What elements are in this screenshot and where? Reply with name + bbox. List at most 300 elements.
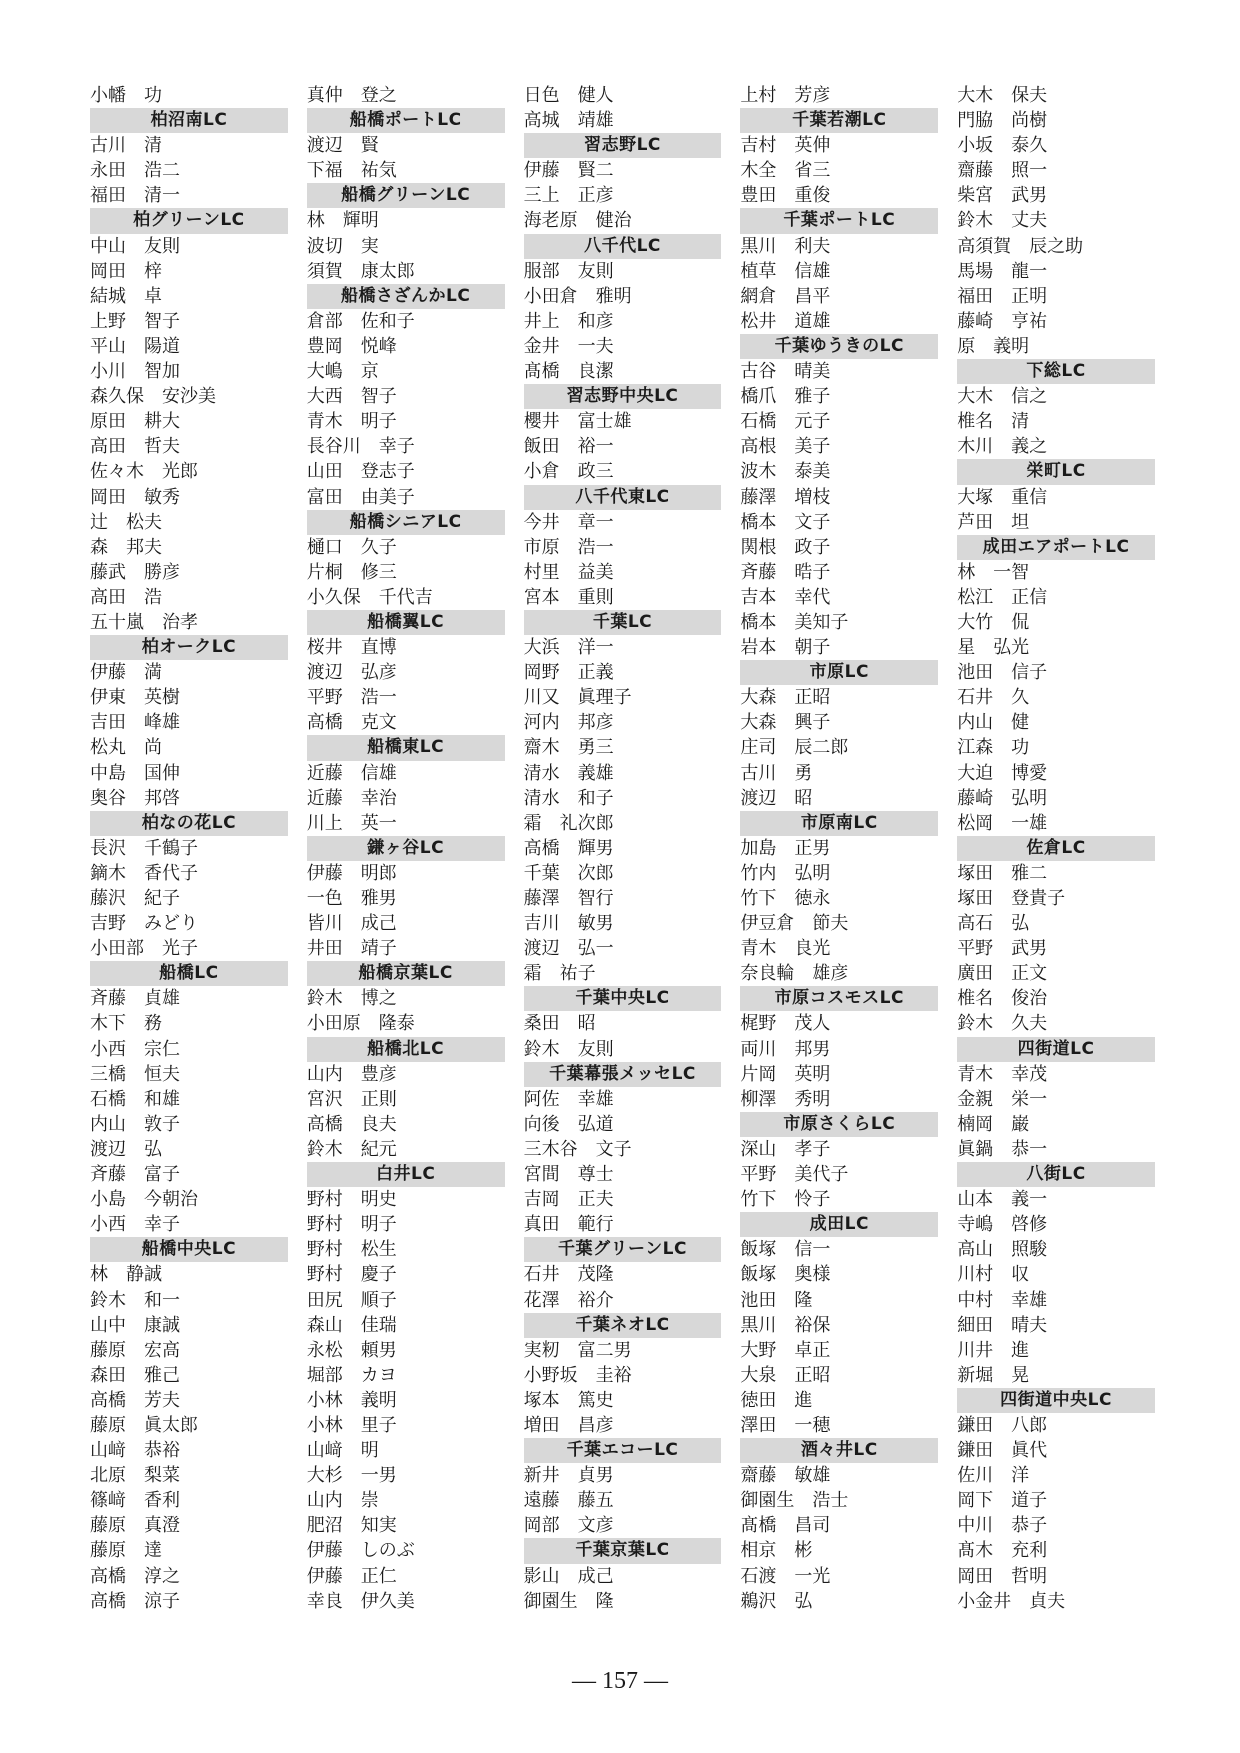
member-name: 高橋 芳夫: [90, 1389, 180, 1411]
column-1: [90, 83, 288, 1623]
member-name: 鈴木 和一: [90, 1289, 180, 1311]
member-name: 実籾 富二男: [523, 1339, 632, 1361]
member-name: 齋藤 照一: [957, 160, 1048, 182]
member-name: 澤田 一穂: [740, 1414, 831, 1436]
member-name: 関根 政子: [740, 536, 831, 558]
club-heading: 成田エアポートLC: [957, 535, 1155, 560]
member-name: 梶野 茂人: [740, 1013, 831, 1035]
member-name: 吉村 英伸: [740, 135, 831, 157]
member-name: 小西 幸子: [90, 1214, 180, 1236]
member-name: 近藤 幸治: [306, 787, 397, 809]
member-name: 松井 道雄: [740, 310, 831, 332]
member-name: 柴宮 武男: [957, 185, 1048, 207]
member-name: 池田 信子: [957, 662, 1048, 684]
member-name: 金親 栄一: [957, 1088, 1048, 1110]
member-name: 波切 実: [306, 235, 379, 257]
member-name: 豊田 重俊: [740, 185, 831, 207]
member-name: 細田 晴夫: [957, 1314, 1048, 1336]
member-name: 門脇 尚樹: [957, 110, 1048, 132]
member-name: 山本 義一: [957, 1189, 1048, 1211]
member-name: 内山 敦子: [90, 1113, 180, 1135]
member-name: 岩本 朝子: [740, 637, 831, 659]
member-name: 霜 礼次郎: [523, 812, 614, 834]
member-name: 藤澤 智行: [523, 888, 614, 909]
member-name: 橋爪 雅子: [740, 386, 831, 408]
member-name: 渡辺 弘: [90, 1138, 162, 1160]
member-name: 真仲 登之: [306, 85, 397, 106]
member-name: 原田 耕大: [90, 411, 180, 433]
club-heading: 八千代東LC: [524, 485, 722, 510]
member-name: 青木 明子: [306, 411, 397, 433]
club-heading: 船橋東LC: [307, 735, 505, 760]
member-name: 川上 英一: [306, 812, 397, 834]
member-name: 新堀 晃: [957, 1364, 1030, 1386]
member-name: 斉藤 貞雄: [90, 988, 180, 1010]
member-name: 小田部 光子: [90, 938, 198, 960]
member-name: 寺嶋 啓修: [957, 1214, 1048, 1236]
member-name: 塚田 登貴子: [957, 888, 1066, 909]
member-name: 佐川 洋: [957, 1465, 1030, 1487]
club-heading: 柏グリーンLC: [90, 208, 288, 233]
member-name: 小倉 政三: [523, 461, 614, 483]
member-name: 一色 雅男: [306, 888, 397, 909]
member-name: 渡辺 弘彦: [306, 662, 397, 684]
member-name: 高橋 涼子: [90, 1590, 180, 1612]
member-name: 小林 義明: [306, 1389, 397, 1411]
page-number: — 157 —: [572, 1668, 668, 1694]
club-heading: 千葉グリーンLC: [524, 1237, 722, 1262]
member-name: 皆川 成己: [306, 913, 397, 935]
member-name: 林 静誠: [90, 1264, 162, 1286]
member-name: 平野 浩一: [306, 687, 397, 709]
member-name: 木下 務: [90, 1013, 162, 1035]
member-name: 肥沼 知実: [306, 1515, 397, 1537]
member-name: 伊藤 賢二: [523, 160, 614, 182]
member-name: 池田 隆: [740, 1289, 813, 1311]
member-name: 鎌田 八郎: [957, 1414, 1048, 1436]
member-name: 長沢 千鶴子: [90, 837, 198, 859]
member-name: 齋藤 敏雄: [740, 1465, 831, 1487]
member-name: 森久保 安沙美: [90, 386, 216, 408]
club-heading: 船橋LC: [90, 961, 288, 986]
member-name: 吉川 敏男: [523, 913, 614, 935]
member-name: 石渡 一光: [740, 1565, 831, 1587]
member-name: 高根 美子: [740, 436, 831, 458]
column-2: [307, 83, 505, 1623]
member-name: 鵜沢 弘: [740, 1590, 813, 1612]
member-name: 小金井 貞夫: [957, 1590, 1066, 1612]
member-name: 斉藤 富子: [90, 1164, 180, 1186]
member-name: 野村 明子: [306, 1214, 397, 1236]
member-name: 辻 松夫: [90, 511, 162, 533]
member-name: 小田原 隆泰: [306, 1013, 415, 1035]
member-name: 北原 梨菜: [90, 1465, 180, 1487]
member-name: 御園生 隆: [523, 1590, 614, 1612]
member-name: 服部 友則: [523, 260, 614, 282]
column-4: [740, 83, 938, 1623]
member-name: 下福 祐気: [306, 160, 397, 182]
member-name: 山内 崇: [306, 1490, 379, 1512]
club-heading: 柏オークLC: [90, 635, 288, 660]
member-name: 古谷 晴美: [740, 361, 831, 383]
club-heading: 千葉幕張メッセLC: [524, 1062, 722, 1087]
member-name: 黒川 利夫: [740, 235, 831, 257]
member-name: 椎名 俊治: [957, 988, 1048, 1010]
member-name: 櫻井 富士雄: [523, 411, 632, 433]
member-name: 鈴木 友則: [523, 1038, 614, 1060]
member-name: 中山 友則: [90, 235, 180, 257]
member-name: 川村 収: [957, 1264, 1030, 1286]
member-name: 山田 登志子: [306, 461, 415, 483]
member-name: 藤崎 弘明: [957, 787, 1048, 809]
member-name: 村里 益美: [523, 561, 614, 583]
member-name: 小幡 功: [90, 85, 162, 106]
club-heading: 船橋さざんかLC: [307, 284, 505, 309]
member-name: 影山 成己: [523, 1565, 614, 1587]
member-name: 佐々木 光郎: [90, 461, 198, 483]
member-name: 大野 卓正: [740, 1339, 831, 1361]
member-name: 高橋 輝男: [523, 837, 614, 859]
member-name: 高石 弘: [957, 913, 1030, 935]
member-name: 江森 功: [957, 737, 1030, 759]
member-name: 岡田 梓: [90, 260, 162, 282]
member-name: 伊藤 満: [90, 662, 162, 684]
member-name: 片岡 英明: [740, 1063, 831, 1085]
member-name: 高須賀 辰之助: [957, 235, 1084, 257]
member-name: 鈴木 紀元: [306, 1138, 397, 1160]
member-name: 長谷川 幸子: [306, 436, 415, 458]
member-name: 宮沢 正則: [306, 1088, 397, 1110]
member-name: 清水 義雄: [523, 762, 614, 784]
member-name: 飯塚 信一: [740, 1239, 831, 1261]
club-heading: 船橋中央LC: [90, 1237, 288, 1262]
member-name: 奥谷 邦啓: [90, 787, 180, 809]
member-name: 岡部 文彦: [523, 1515, 614, 1537]
member-name: 林 一智: [957, 561, 1030, 583]
member-name: 花澤 裕介: [523, 1289, 614, 1311]
member-name: 藤原 眞太郎: [90, 1414, 198, 1436]
member-name: 飯塚 奥様: [740, 1264, 831, 1286]
club-heading: 習志野中央LC: [524, 384, 722, 409]
member-name: 吉岡 正夫: [523, 1189, 614, 1211]
member-name: 山中 康誠: [90, 1314, 180, 1336]
member-name: 倉部 佐和子: [306, 310, 415, 332]
club-heading: 船橋翼LC: [307, 610, 505, 635]
member-name: 小川 智加: [90, 361, 180, 383]
member-name: 高山 照駿: [957, 1239, 1048, 1261]
member-name: 三橋 恒夫: [90, 1063, 180, 1085]
member-name: 網倉 昌平: [740, 285, 831, 307]
member-name: 渡辺 賢: [306, 135, 379, 157]
member-name: 霜 祐子: [523, 963, 596, 985]
member-name: 髙橋 昌司: [740, 1515, 831, 1537]
member-name: 竹下 徳永: [740, 888, 831, 909]
club-heading: 船橋京葉LC: [307, 961, 505, 986]
member-name: 海老原 健治: [523, 210, 632, 232]
member-name: 鎌田 眞代: [957, 1440, 1048, 1462]
member-name: 新井 貞男: [523, 1465, 614, 1487]
member-name: 井上 和彦: [523, 310, 614, 332]
club-heading: 千葉LC: [524, 610, 722, 635]
member-name: 高橋 良夫: [306, 1113, 397, 1135]
club-heading: 市原コスモスLC: [740, 986, 938, 1011]
member-name: 岡下 道子: [957, 1490, 1048, 1512]
club-heading: 鎌ヶ谷LC: [307, 836, 505, 861]
member-name: 森 邦夫: [90, 536, 162, 558]
member-name: 橋本 文子: [740, 511, 831, 533]
member-name: 齋木 勇三: [523, 737, 614, 759]
member-name: 結城 卓: [90, 285, 162, 307]
member-name: 高城 靖雄: [523, 110, 614, 132]
club-heading: 船橋北LC: [307, 1037, 505, 1062]
member-name: 宮間 尊士: [523, 1164, 614, 1186]
member-name: 高橋 克文: [306, 712, 397, 734]
club-heading: 佐倉LC: [957, 836, 1155, 861]
member-name: 芦田 坦: [957, 511, 1030, 533]
member-name: 金井 一夫: [523, 335, 614, 357]
member-name: 増田 昌彦: [523, 1414, 614, 1436]
member-name: 渡辺 昭: [740, 787, 813, 809]
member-name: 植草 信雄: [740, 260, 831, 282]
club-heading: 四街道LC: [957, 1037, 1155, 1062]
member-name: 小島 今朝治: [90, 1189, 198, 1211]
member-list: [90, 83, 1155, 1623]
club-heading: 船橋ポートLC: [307, 108, 505, 133]
member-name: 片桐 修三: [306, 561, 397, 583]
member-name: 馬場 龍一: [957, 260, 1048, 282]
member-name: 大泉 正昭: [740, 1364, 831, 1386]
member-name: 森田 雅己: [90, 1364, 180, 1386]
member-name: 樋口 久子: [306, 536, 397, 558]
member-name: 向後 弘道: [523, 1113, 614, 1135]
member-name: 高田 浩: [90, 586, 162, 608]
member-name: 小林 里子: [306, 1414, 397, 1436]
member-name: 橋本 美知子: [740, 611, 849, 633]
club-heading: 船橋シニアLC: [307, 510, 505, 535]
member-name: 上村 芳彦: [740, 85, 831, 106]
member-name: 木川 義之: [957, 436, 1048, 458]
club-heading: 市原LC: [740, 660, 938, 685]
member-name: 上野 智子: [90, 310, 180, 332]
member-name: 福田 清一: [90, 185, 180, 207]
member-name: 大西 智子: [306, 386, 397, 408]
member-name: 古川 清: [90, 135, 162, 157]
member-name: 石橋 和雄: [90, 1088, 180, 1110]
member-name: 深山 孝子: [740, 1138, 831, 1160]
member-name: 中村 幸雄: [957, 1289, 1048, 1311]
club-heading: 千葉エコーLC: [524, 1438, 722, 1463]
member-name: 山内 豊彦: [306, 1063, 397, 1085]
club-heading: 柏沼南LC: [90, 108, 288, 133]
club-heading: 成田LC: [740, 1212, 938, 1237]
member-name: 藤武 勝彦: [90, 561, 180, 583]
member-name: 岡田 哲明: [957, 1565, 1048, 1587]
member-name: 両川 邦男: [740, 1038, 831, 1060]
member-name: 五十嵐 治孝: [90, 611, 198, 633]
member-name: 藤澤 増枝: [740, 486, 831, 508]
member-name: 鈴木 博之: [306, 988, 397, 1010]
member-name: 平山 陽道: [90, 335, 180, 357]
member-name: 鈴木 丈夫: [957, 210, 1048, 232]
club-heading: 千葉若潮LC: [740, 108, 938, 133]
member-name: 大塚 重信: [957, 486, 1048, 508]
member-name: 星 弘光: [957, 637, 1030, 659]
member-name: 篠﨑 香利: [90, 1490, 180, 1512]
member-name: 岡野 正義: [523, 662, 614, 684]
club-heading: 千葉ネオLC: [524, 1313, 722, 1338]
member-name: 市原 浩一: [523, 536, 614, 558]
member-name: 大森 正昭: [740, 687, 831, 709]
member-name: 清水 和子: [523, 787, 614, 809]
member-name: 堀部 カヨ: [306, 1364, 397, 1386]
member-name: 原 義明: [957, 335, 1030, 357]
member-name: 石井 茂隆: [523, 1264, 614, 1286]
member-name: 藤原 宏高: [90, 1339, 180, 1361]
column-5: [957, 83, 1155, 1623]
member-name: 塚田 雅二: [957, 862, 1048, 884]
member-name: 福田 正明: [957, 285, 1048, 307]
club-heading: 下総LC: [957, 359, 1155, 384]
member-name: 奈良輪 雄彦: [740, 963, 849, 985]
member-name: 中島 国伸: [90, 762, 180, 784]
member-name: 鏑木 香代子: [90, 862, 198, 884]
member-name: 須賀 康太郎: [306, 260, 415, 282]
member-name: 幸良 伊久美: [306, 1590, 415, 1612]
member-name: 林 輝明: [306, 210, 379, 232]
club-heading: 八街LC: [957, 1162, 1155, 1187]
member-name: 塚本 篤史: [523, 1389, 614, 1411]
member-name: 小久保 千代吉: [306, 586, 433, 608]
member-name: 野村 松生: [306, 1239, 397, 1261]
member-name: 山﨑 明: [306, 1440, 379, 1462]
member-name: 内山 健: [957, 712, 1030, 734]
column-3: [524, 83, 722, 1623]
member-name: 永田 浩二: [90, 160, 180, 182]
member-name: 藤原 達: [90, 1540, 162, 1562]
club-heading: 栄町LC: [957, 459, 1155, 484]
member-name: 黒川 裕保: [740, 1314, 831, 1336]
member-name: 御園生 浩士: [740, 1490, 849, 1512]
member-name: 庄司 辰二郎: [740, 737, 849, 759]
member-name: 大森 興子: [740, 712, 831, 734]
member-name: 木全 省三: [740, 160, 831, 182]
member-name: 楠岡 巌: [957, 1113, 1030, 1135]
club-heading: 習志野LC: [524, 133, 722, 158]
member-name: 遠藤 藤五: [523, 1490, 614, 1512]
member-name: 小坂 泰久: [957, 135, 1048, 157]
member-name: 川井 進: [957, 1339, 1030, 1361]
member-name: 伊豆倉 節夫: [740, 913, 849, 935]
member-name: 近藤 信雄: [306, 762, 397, 784]
member-name: 平野 美代子: [740, 1164, 849, 1186]
member-name: 中川 恭子: [957, 1515, 1048, 1537]
member-name: 永松 頼男: [306, 1339, 397, 1361]
member-name: 小田倉 雅明: [523, 285, 632, 307]
member-name: 伊東 英樹: [90, 687, 180, 709]
member-name: 平野 武男: [957, 938, 1048, 960]
member-name: 日色 健人: [523, 85, 614, 106]
club-heading: 八千代LC: [524, 234, 722, 259]
member-name: 桜井 直博: [306, 637, 397, 659]
member-name: 河内 邦彦: [523, 712, 614, 734]
member-name: 大竹 侃: [957, 611, 1030, 633]
member-name: 藤沢 紀子: [90, 888, 180, 909]
member-name: 千葉 次郎: [523, 862, 614, 884]
club-heading: 千葉ポートLC: [740, 208, 938, 233]
member-name: 石橋 元子: [740, 411, 831, 433]
member-name: 吉本 幸代: [740, 586, 831, 608]
member-name: 井田 靖子: [306, 938, 397, 960]
club-heading: 千葉ゆうきのLC: [740, 334, 938, 359]
member-name: 飯田 裕一: [523, 436, 614, 458]
member-name: 柳澤 秀明: [740, 1088, 831, 1110]
member-name: 宮本 重則: [523, 586, 614, 608]
member-name: 川又 眞理子: [523, 687, 632, 709]
member-name: 阿佐 幸雄: [523, 1088, 614, 1110]
member-name: 松岡 一雄: [957, 812, 1048, 834]
member-name: 髙橋 良潔: [523, 361, 614, 383]
member-name: 廣田 正文: [957, 963, 1048, 985]
member-name: 大迫 博愛: [957, 762, 1048, 784]
member-name: 小西 宗仁: [90, 1038, 180, 1060]
member-name: 髙木 充利: [957, 1540, 1048, 1562]
member-name: 田尻 順子: [306, 1289, 397, 1311]
member-name: 竹内 弘明: [740, 862, 831, 884]
member-name: 森山 佳瑞: [306, 1314, 397, 1336]
member-name: 大木 信之: [957, 386, 1048, 408]
club-heading: 千葉京葉LC: [524, 1538, 722, 1563]
member-name: 今井 章一: [523, 511, 614, 533]
member-name: 桑田 昭: [523, 1013, 596, 1035]
member-name: 真田 範行: [523, 1214, 614, 1236]
member-name: 藤崎 亨祐: [957, 310, 1048, 332]
member-name: 眞鍋 恭一: [957, 1138, 1048, 1160]
club-heading: 柏なの花LC: [90, 811, 288, 836]
member-name: 小野坂 圭裕: [523, 1364, 632, 1386]
member-name: 高田 哲夫: [90, 436, 180, 458]
member-name: 石井 久: [957, 687, 1030, 709]
member-name: 青木 良光: [740, 938, 831, 960]
member-name: 大浜 洋一: [523, 637, 614, 659]
member-name: 高橋 淳之: [90, 1565, 180, 1587]
member-name: 竹下 怜子: [740, 1189, 831, 1211]
club-heading: 市原さくらLC: [740, 1112, 938, 1137]
member-name: 野村 慶子: [306, 1264, 397, 1286]
member-name: 徳田 進: [740, 1389, 813, 1411]
club-heading: 白井LC: [307, 1162, 505, 1187]
club-heading: 船橋グリーンLC: [307, 183, 505, 208]
member-name: 松丸 尚: [90, 737, 162, 759]
member-name: 伊藤 しのぶ: [306, 1540, 415, 1562]
member-name: 藤原 真澄: [90, 1515, 180, 1537]
member-name: 豊岡 悦峰: [306, 335, 397, 357]
member-name: 大木 保夫: [957, 85, 1048, 106]
member-name: 鈴木 久夫: [957, 1013, 1048, 1035]
club-heading: 酒々井LC: [740, 1438, 938, 1463]
club-heading: 市原南LC: [740, 811, 938, 836]
member-name: 野村 明史: [306, 1189, 397, 1211]
member-name: 波木 泰美: [740, 461, 831, 483]
member-name: 松江 正信: [957, 586, 1048, 608]
member-name: 斉藤 晧子: [740, 561, 831, 583]
member-name: 富田 由美子: [306, 486, 415, 508]
member-name: 加島 正男: [740, 837, 831, 859]
member-name: 岡田 敏秀: [90, 486, 180, 508]
club-heading: 千葉中央LC: [524, 986, 722, 1011]
member-name: 古川 勇: [740, 762, 813, 784]
member-name: 大嶋 京: [306, 361, 379, 383]
member-name: 三上 正彦: [523, 185, 614, 207]
